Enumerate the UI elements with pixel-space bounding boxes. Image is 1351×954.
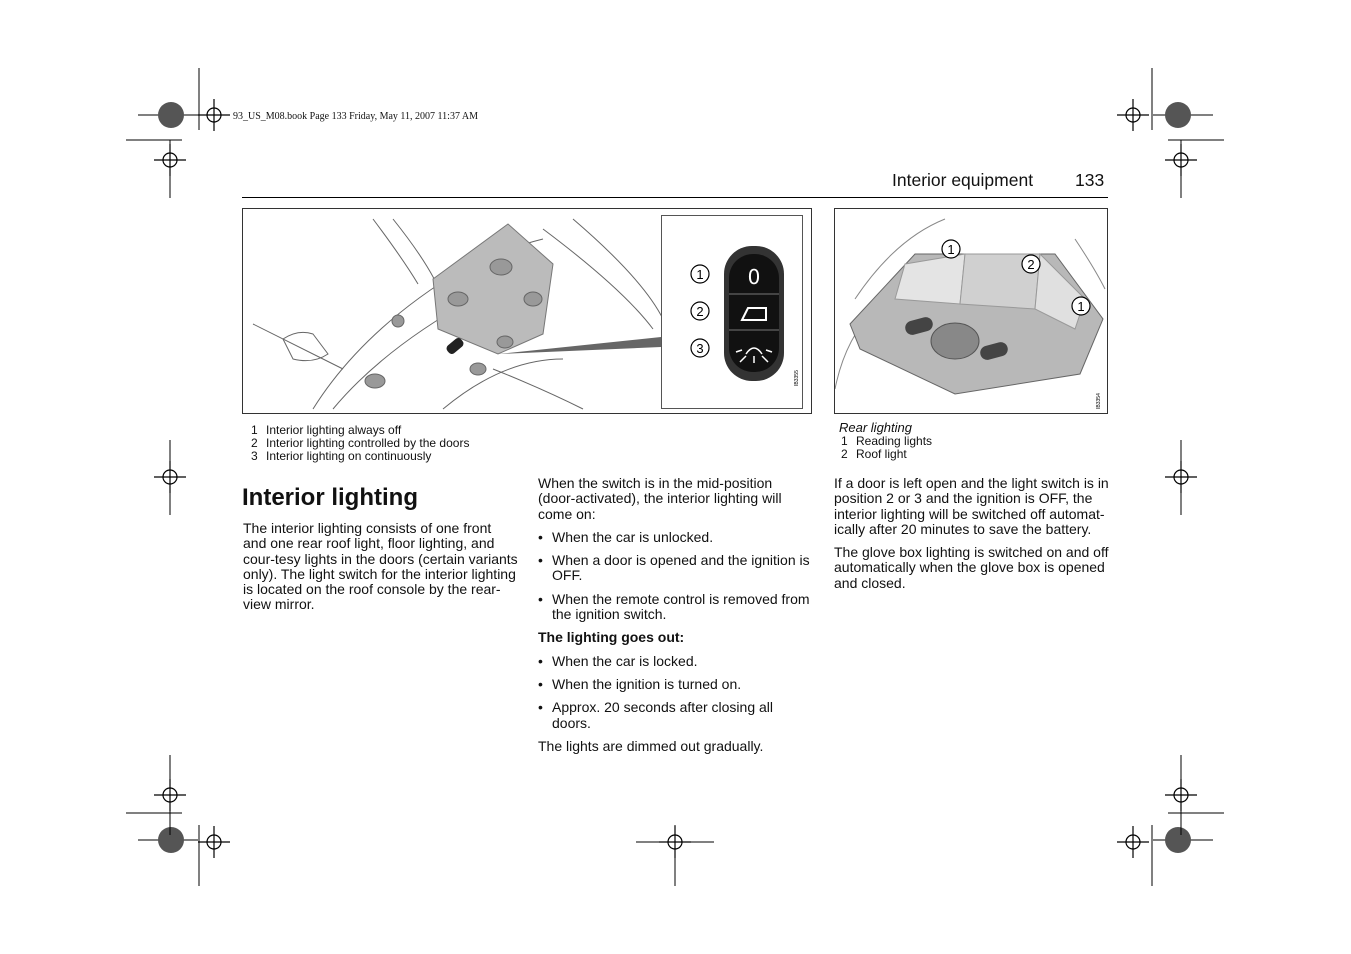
figure1-caption xyxy=(251,424,469,463)
paragraph: When the switch is in the mid-position (door-activated), the interior lighting will come on: xyxy=(538,475,782,522)
section-heading: Interior lighting xyxy=(242,484,418,511)
list-item: • When the remote control is removed from the ignition switch. xyxy=(538,590,810,623)
list-item: • When the car is unlocked. xyxy=(538,528,714,545)
list-item: • Approx. 20 seconds after closing all doors. xyxy=(538,699,774,731)
figure-code: IB3355 xyxy=(794,370,800,386)
switch-illustration xyxy=(662,216,802,408)
section-title: Interior equipment xyxy=(892,170,1034,190)
caption-item: 2 Roof light xyxy=(841,447,907,461)
switch-panel xyxy=(661,215,803,409)
caption-item: 1 Reading lights xyxy=(841,434,933,448)
figure-code: IB3354 xyxy=(1096,393,1102,409)
caption-item: 2 Interior lighting controlled by the doors xyxy=(251,436,470,450)
rear-lighting-illustration xyxy=(835,209,1107,413)
list-item: • When a door is opened and the ignition is OFF. xyxy=(538,552,810,584)
caption-title: Rear lighting xyxy=(839,420,912,435)
paragraph: The lights are dimmed out gradually. xyxy=(538,737,764,754)
header-rule xyxy=(242,197,1108,198)
column-3 xyxy=(834,476,1109,599)
figure2-caption xyxy=(839,420,932,461)
paragraph: If a door is left open and the light switch is in position 2 or 3 and the ignition is OFF, the interior lighting will be switched off automat-ically after 20 minutes to save the battery. xyxy=(834,475,1109,537)
lights-off-list xyxy=(538,654,813,731)
book-info: 93_US_M08.book Page 133 Friday, May 11, 2007 11:37 AM xyxy=(233,111,478,122)
caption-item: 1 Interior lighting always off xyxy=(251,423,402,437)
figure-rear-lighting xyxy=(834,208,1108,414)
callout-2: 2 xyxy=(696,304,704,319)
off-symbol-icon: 0 xyxy=(747,265,761,289)
page-number: 133 xyxy=(1075,170,1105,190)
column-1 xyxy=(243,521,518,621)
callout-1: 1 xyxy=(696,267,704,282)
caption-item: 3 Interior lighting on continuously xyxy=(251,449,432,463)
list-item: • When the ignition is turned on. xyxy=(538,675,742,692)
paragraph: The interior lighting consists of one front and one rear roof light, floor lighting, and cour-tesy lights in the doors (certain variants only). The light switch for the interior lighting is located on the roof console by the rear-view mirror. xyxy=(243,520,518,613)
lights-on-list xyxy=(538,530,813,622)
callout-3: 3 xyxy=(696,341,704,356)
subheading: The lighting goes out: xyxy=(538,629,685,646)
paragraph: The glove box lighting is switched on and off automatically when the glove box is opened and closed. xyxy=(834,544,1109,591)
column-2 xyxy=(538,476,813,762)
list-item: • When the car is locked. xyxy=(538,652,698,669)
figure-front-console xyxy=(242,208,812,414)
callout-1b: 1 xyxy=(1077,299,1085,314)
callout-1a: 1 xyxy=(947,242,955,257)
callout-2: 2 xyxy=(1027,257,1035,272)
